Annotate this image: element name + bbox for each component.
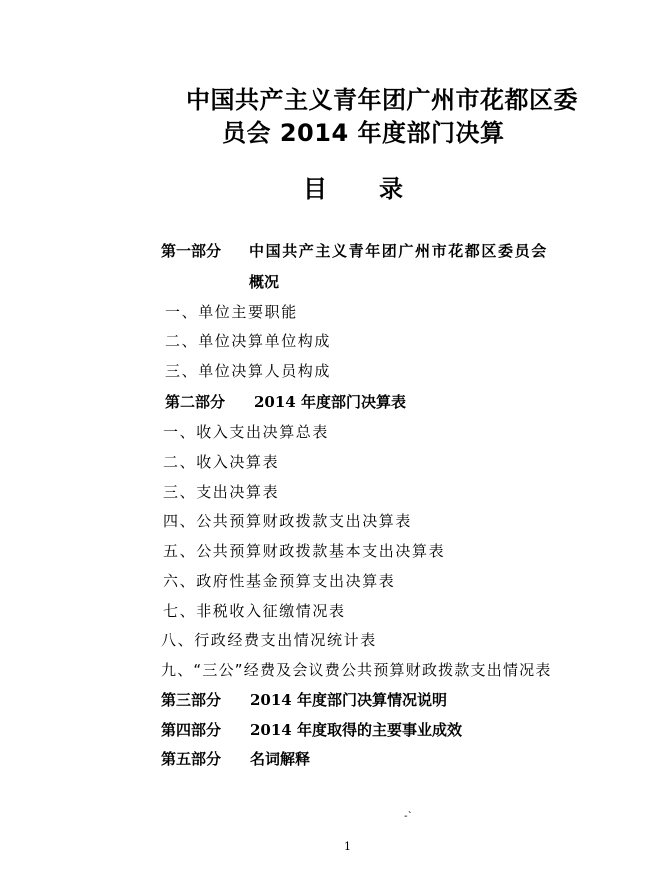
toc-item-1-3[interactable]: 三、单位决算人员构成 — [165, 362, 332, 380]
toc-part2[interactable] — [165, 391, 406, 413]
toc-part5-title: 名词解释 — [250, 750, 311, 768]
toc-part5-label: 第五部分 — [161, 750, 222, 768]
toc-part1-label: 第一部分 — [161, 242, 222, 260]
toc-part3-title: 2014 年度部门决算情况说明 — [250, 691, 447, 709]
toc-item-1-1[interactable]: 一、单位主要职能 — [165, 303, 298, 321]
toc-part4-label: 第四部分 — [161, 721, 222, 739]
toc-item-2-9[interactable]: 九、“三公”经费及会议费公共预算财政拨款支出情况表 — [161, 661, 552, 679]
document-title-line1: 中国共产主义青年团广州市花都区委 — [186, 86, 578, 114]
toc-part3-label: 第三部分 — [161, 691, 222, 709]
toc-heading — [303, 172, 411, 206]
page-number: 1 — [344, 840, 351, 853]
toc-item-2-1[interactable]: 一、收入支出决算总表 — [163, 423, 330, 441]
toc-item-1-2[interactable]: 二、单位决算单位构成 — [165, 332, 332, 350]
toc-item-2-6[interactable]: 六、政府性基金预算支出决算表 — [163, 572, 396, 590]
toc-heading-char-1: 目 — [303, 175, 327, 203]
toc-part2-title: 2014 年度部门决算表 — [254, 393, 406, 411]
document-title-line2: 员会 2014 年度部门决算 — [222, 119, 505, 147]
toc-part1-title-cont: 概况 — [249, 273, 280, 291]
toc-part4[interactable] — [161, 719, 462, 741]
toc-heading-char-2: 录 — [379, 175, 403, 203]
toc-part2-label: 第二部分 — [165, 393, 226, 411]
toc-part3[interactable] — [161, 689, 447, 711]
toc-part4-title: 2014 年度取得的主要事业成效 — [250, 721, 462, 739]
toc-part1-title: 中国共产主义青年团广州市花都区委员会 — [249, 242, 548, 260]
toc-part1[interactable] — [161, 240, 548, 262]
toc-item-2-5[interactable]: 五、公共预算财政拨款基本支出决算表 — [163, 542, 446, 560]
toc-item-2-7[interactable]: 七、非税收入征缴情况表 — [163, 602, 346, 620]
toc-item-2-4[interactable]: 四、公共预算财政拨款支出决算表 — [163, 512, 413, 530]
toc-part5[interactable] — [161, 748, 310, 770]
toc-item-2-2[interactable]: 二、收入决算表 — [163, 453, 280, 471]
toc-item-2-3[interactable]: 三、支出决算表 — [163, 483, 280, 501]
scan-mark: -` — [404, 811, 413, 822]
toc-item-2-8[interactable]: 八、行政经费支出情况统计表 — [161, 631, 377, 649]
